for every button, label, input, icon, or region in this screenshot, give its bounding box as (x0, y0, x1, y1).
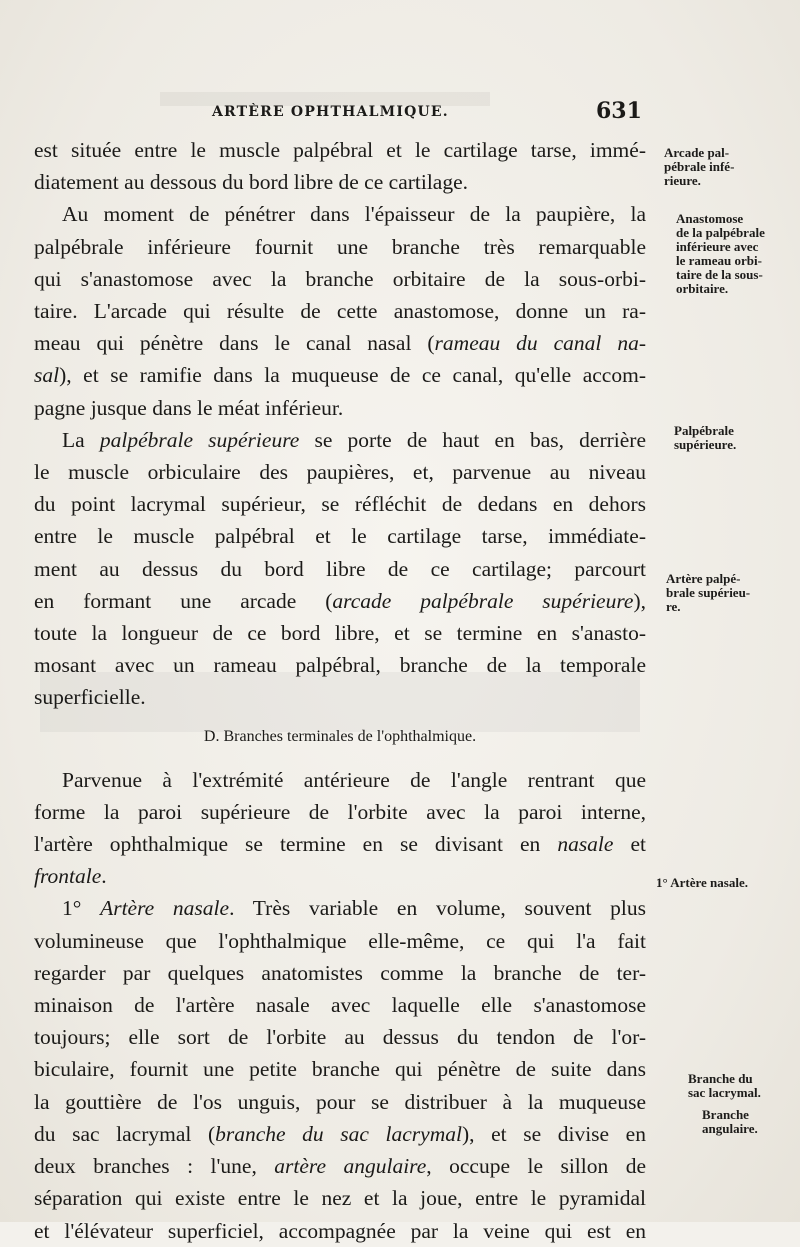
section-heading: D. Branches terminales de l'ophthalmique. (203, 727, 477, 745)
text-run: l'artère ophthalmique se termine en se divisant en (34, 832, 558, 857)
italic-text: nasale (557, 832, 614, 857)
italic-text: arcade palpébrale supérieure (332, 588, 634, 613)
text-line: Au moment de pénétrer dans l'épaisseur de la paupière, la (62, 202, 646, 227)
margin-note (676, 212, 765, 296)
italic-text: rameau du canal na- (434, 331, 646, 356)
note-line: Branche du (688, 1071, 753, 1086)
text-line: palpébrale inférieure fournit une branche très remarquable (34, 234, 646, 259)
text-line: taire. L'arcade qui résulte de cette anastomose, donne un ra- (34, 299, 646, 324)
text-line (34, 585, 646, 617)
text-line: le muscle orbiculaire des paupières, et, parvenue au niveau (34, 460, 646, 485)
text-line (34, 424, 646, 456)
paragraph (34, 198, 646, 423)
note-line: orbitaire. (676, 281, 729, 296)
text-run: . (101, 864, 107, 889)
note-line: Artère palpé- (666, 571, 741, 586)
note-line: re. (666, 599, 681, 614)
text-line: du point lacrymal supérieur, se réfléchit de dedans en dehors (34, 492, 646, 517)
note-line: 1° Artère nasale. (656, 875, 748, 890)
paragraph (34, 764, 646, 893)
margin-note (702, 1108, 758, 1136)
text-line: toujours; elle sort de l'orbite au dessus du tendon de l'or- (34, 1025, 646, 1050)
note-line: supérieure. (674, 437, 737, 452)
text-line (34, 1118, 646, 1150)
note-line: brale supérieu- (666, 585, 751, 600)
paragraph (34, 424, 646, 714)
text-line: pagne jusque dans le méat inférieur. (34, 395, 344, 420)
note-line: de la palpébrale (676, 225, 765, 240)
italic-text: frontale (34, 864, 102, 889)
text-line: superficielle. (34, 685, 146, 710)
text-line (34, 327, 646, 359)
text-line: biculaire, fournit une petite branche qui pénètre de suite dans (34, 1057, 646, 1082)
note-line: rieure. (664, 173, 701, 188)
paragraph (34, 892, 646, 1246)
note-line: Anastomose (676, 211, 744, 226)
text-line: et l'élévateur superficiel, accompagnée par la veine qui est en (34, 1218, 646, 1243)
text-run: deux branches : l'une, (34, 1154, 275, 1179)
note-line: le rameau orbi- (676, 253, 762, 268)
text-line: regarder par quelques anatomistes comme la branche de ter- (34, 960, 646, 985)
note-line: Palpébrale (674, 423, 734, 438)
text-line (34, 1150, 646, 1182)
margin-note (656, 876, 748, 890)
italic-text: sal (34, 363, 60, 388)
text-run: . Très variable en volume, souvent plus (229, 896, 646, 921)
text-line: la gouttière de l'os unguis, pour se distribuer à la muqueuse (34, 1089, 646, 1114)
italic-text: branche du sac lacrymal (215, 1121, 462, 1146)
text-run: meau qui pénètre dans le canal nasal ( (34, 331, 435, 356)
text-line: diatement au dessous du bord libre de ce cartilage. (34, 170, 469, 195)
text-line: séparation qui existe entre le nez et la joue, entre le pyramidal (34, 1186, 646, 1211)
text-line (34, 892, 646, 924)
margin-note (674, 424, 736, 452)
text-run: se porte de haut en bas, derrière (299, 427, 646, 452)
note-line: inférieure avec (676, 239, 759, 254)
text-line: ment au dessus du bord libre de ce cartilage; parcourt (34, 556, 646, 581)
paragraph (34, 134, 646, 198)
text-line: minaison de l'artère nasale avec laquelle elle s'anastomose (34, 993, 646, 1018)
text-line: mosant avec un rameau palpébral, branche de la temporale (34, 653, 646, 678)
note-line: sac lacrymal. (688, 1085, 761, 1100)
text-line (34, 359, 646, 391)
running-title: ARTÈRE OPHTHALMIQUE. (212, 104, 449, 120)
note-line: Arcade pal- (664, 145, 730, 160)
note-line: angulaire. (702, 1121, 758, 1136)
text-run: du sac lacrymal ( (34, 1121, 216, 1146)
text-run: ), et se ramifie dans la muqueuse de ce canal, qu'elle accom- (59, 363, 646, 388)
text-run: 1° (62, 896, 101, 921)
text-line: forme la paroi supérieure de l'orbite avec la paroi interne, (34, 799, 646, 824)
text-line: entre le muscle palpébral et le cartilage tarse, immédiate- (34, 524, 646, 549)
italic-text: artère angulaire (274, 1154, 427, 1179)
margin-note (688, 1072, 761, 1100)
text-run: La (62, 427, 100, 452)
text-line: toute la longueur de ce bord libre, et se termine en s'anasto- (34, 621, 646, 646)
italic-text: Artère nasale (100, 896, 230, 921)
text-line (34, 860, 646, 892)
note-line: taire de la sous- (676, 267, 763, 282)
italic-text: palpébrale supérieure (99, 427, 300, 452)
text-line: Parvenue à l'extrémité antérieure de l'angle rentrant que (62, 767, 646, 792)
main-text-column (34, 134, 646, 1247)
margin-note (666, 572, 750, 614)
text-line: volumineuse que l'ophthalmique elle-même, ce qui l'a fait (34, 928, 646, 953)
text-line: qui s'anastomose avec la branche orbitaire de la sous-orbi- (34, 266, 646, 291)
text-run: ), (633, 588, 646, 613)
text-run: en formant une arcade ( (34, 588, 333, 613)
text-run: ), et se divise en (461, 1121, 646, 1146)
text-line: est située entre le muscle palpébral et le cartilage tarse, immé- (34, 138, 646, 162)
running-head (0, 96, 800, 126)
margin-note (664, 146, 734, 188)
page-number: 631 (596, 98, 642, 124)
note-line: Branche (702, 1107, 749, 1122)
text-line (34, 828, 646, 860)
note-line: pébrale infé- (664, 159, 735, 174)
text-run: et (613, 832, 646, 857)
text-run: , occupe le sillon de (426, 1154, 646, 1179)
